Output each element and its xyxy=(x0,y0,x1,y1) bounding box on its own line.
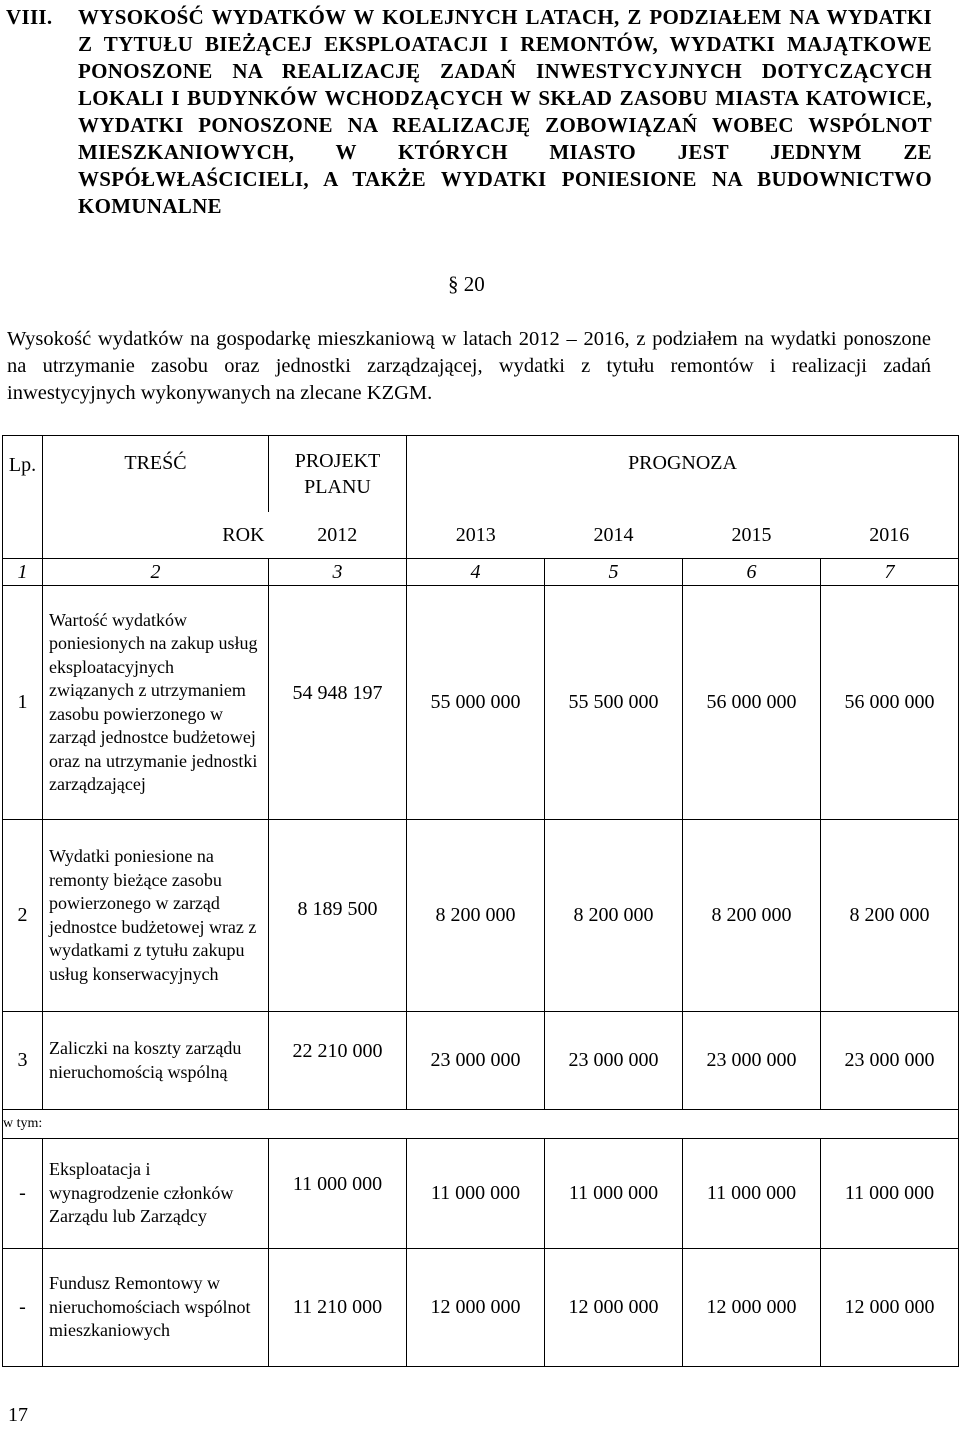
column-number: 2 xyxy=(43,559,269,586)
expenditure-table xyxy=(2,435,959,1367)
row-value-2016: 23 000 000 xyxy=(821,1012,959,1110)
row-value-2012: 54 948 197 xyxy=(269,586,407,820)
table-row xyxy=(3,1012,959,1110)
row-value-2012: 11 000 000 xyxy=(269,1139,407,1249)
header-year: 2015 xyxy=(731,523,772,546)
row-description: Eksploatacja i wynagrodzenie członków Zarządu lub Zarządcy xyxy=(43,1139,269,1249)
table-row xyxy=(3,586,959,820)
row-value-2014: 23 000 000 xyxy=(545,1012,683,1110)
row-value-2014: 8 200 000 xyxy=(545,820,683,1012)
row-description: Wartość wydatków poniesionych na zakup usług eksploatacyjnych związanych z utrzymaniem zasobu powierzonego w zarząd jednostce budżetowej oraz na utrzymanie jednostki zarządzającej xyxy=(43,586,269,820)
header-projekt: PROJEKT PLANU xyxy=(269,436,407,513)
row-description: Fundusz Remontowy w nieruchomościach wspólnot mieszkaniowych xyxy=(43,1249,269,1367)
row-value-2014: 11 000 000 xyxy=(545,1139,683,1249)
row-value-2015: 12 000 000 xyxy=(683,1249,821,1367)
page-number: 17 xyxy=(8,1404,28,1426)
header-prognoza: PROGNOZA xyxy=(407,436,959,513)
row-value-2016: 12 000 000 xyxy=(821,1249,959,1367)
section-heading xyxy=(6,4,932,220)
table-row xyxy=(3,820,959,1012)
header-year: 2016 xyxy=(821,512,959,559)
header-year: 2014 xyxy=(593,523,634,546)
row-value-2015: 23 000 000 xyxy=(683,1012,821,1110)
column-number: 6 xyxy=(683,559,821,586)
header-year: 2013 xyxy=(455,523,496,546)
row-value-2016: 11 000 000 xyxy=(821,1139,959,1249)
column-number: 3 xyxy=(269,559,407,586)
row-lp: 2 xyxy=(3,820,43,1012)
row-lp: - xyxy=(3,1139,43,1249)
row-value-2013: 12 000 000 xyxy=(407,1249,545,1367)
row-value-2014: 12 000 000 xyxy=(545,1249,683,1367)
column-number: 1 xyxy=(3,559,43,586)
row-value-2015: 56 000 000 xyxy=(683,586,821,820)
row-value-2013: 55 000 000 xyxy=(407,586,545,820)
w-tym-label: w tym: xyxy=(3,1110,959,1139)
table-row xyxy=(3,1249,959,1367)
header-tresc: TREŚĆ xyxy=(43,436,269,513)
row-value-2013: 11 000 000 xyxy=(407,1139,545,1249)
table-row xyxy=(3,1139,959,1249)
row-lp: 1 xyxy=(3,586,43,820)
column-number: 4 xyxy=(407,559,545,586)
row-value-2016: 8 200 000 xyxy=(821,820,959,1012)
header-lp: Lp. xyxy=(3,436,43,559)
header-year: 2012 xyxy=(269,512,407,559)
row-description: Zaliczki na koszty zarządu nieruchomością wspólną xyxy=(43,1012,269,1110)
row-value-2016: 56 000 000 xyxy=(821,586,959,820)
intro-paragraph: Wysokość wydatków na gospodarkę mieszkaniową w latach 2012 – 2016, z podziałem na wydatki ponoszone na utrzymanie zasobu oraz jednostki zarządzającej, wydatki z tytułu remontów i realizacji zadań inwestycyjnych wykonywanych na zlecane KZGM. xyxy=(7,328,931,404)
row-value-2013: 23 000 000 xyxy=(407,1012,545,1110)
row-lp: - xyxy=(3,1249,43,1367)
row-value-2012: 22 210 000 xyxy=(269,1012,407,1110)
section-title: WYSOKOŚĆ WYDATKÓW W KOLEJNYCH LATACH, Z PODZIAŁEM NA WYDATKI Z TYTUŁU BIEŻĄCEJ EKSPLOATACJI I REMONTÓW, WYDATKI MAJĄTKOWE PONOSZONE NA REALIZACJĘ ZADAŃ INWESTYCYJNYCH DOTYCZĄCYCH LOKALI I BUDYNKÓW WCHODZĄCYCH W SKŁAD ZASOBU MIASTA KATOWICE, WYDATKI PONOSZONE NA REALIZACJĘ ZOBOWIĄZAŃ WOBEC WSPÓLNOT MIESZKANIOWYCH, W KTÓRYCH MIASTO JEST JEDNYM ZE WSPÓŁWŁAŚCICIELI, A TAKŻE WYDATKI PONIESIONE NA BUDOWNICTWO KOMUNALNE xyxy=(78,5,932,218)
row-description: Wydatki poniesione na remonty bieżące zasobu powierzonego w zarząd jednostce budżetowej wraz z wydatkami z tytułu zakupu usług konserwacyjnych xyxy=(43,820,269,1012)
row-value-2014: 55 500 000 xyxy=(545,586,683,820)
row-value-2015: 8 200 000 xyxy=(683,820,821,1012)
row-lp: 3 xyxy=(3,1012,43,1110)
row-value-2012: 11 210 000 xyxy=(269,1249,407,1367)
row-value-2015: 11 000 000 xyxy=(683,1139,821,1249)
row-value-2013: 8 200 000 xyxy=(407,820,545,1012)
row-value-2012: 8 189 500 xyxy=(269,820,407,1012)
section-number: VIII. xyxy=(6,5,53,29)
paragraph-mark: § 20 xyxy=(448,272,485,296)
column-number: 7 xyxy=(821,559,959,586)
header-rok: ROK xyxy=(222,523,265,546)
column-number: 5 xyxy=(545,559,683,586)
